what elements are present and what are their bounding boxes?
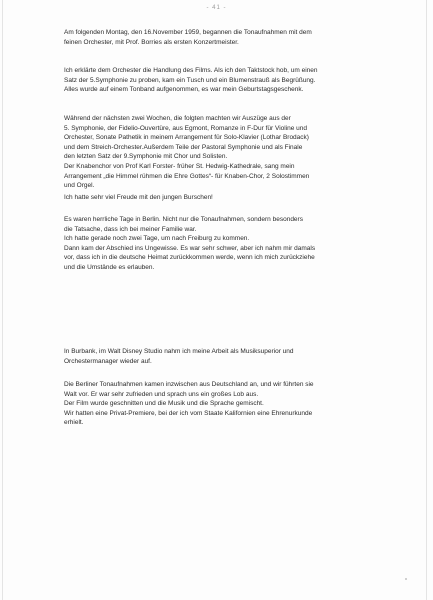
page-number: - 41 - <box>206 5 227 11</box>
paragraph-premiere: Die Berliner Tonaufnahmen kamen inzwischen aus Deutschland an, und wir führten sie Walt vor. Er war sehr zufrieden und sprach uns ein großes Lob aus. Der Film wurde geschnitten und die Musik und die Sprache gemischt. Wir hatten eine Privat-Premiere, bei der ich vom Staate Kalifornien eine Ehrenurkunde erhielt. <box>64 381 314 427</box>
paragraph-repertoire: Während der nächsten zwei Wochen, die folgten machten wir Auszüge aus der 5. Symphonie, der Fidelio-Ouvertüre, aus Egmont, Romanze in F-Dur für Violine und Orchester, Sonate Pathetik in meinem Arrangement für Solo-Klavier (Lothar Brodack) und dem Streich-Orchester.Außerdem Teile der Pastoral Symphonie und als Finale den letzten Satz der 9.Symphonie mit Chor und Solisten. Der Knabenchor von Prof Karl Forster- früher St. Hedwig-Kathedrale, sang mein Arrangement „die Himmel rühmen die Ehre Gottes“- für Knaben-Chor, 2 Solostimmen und Orgel. <box>64 115 310 190</box>
scan-edge-right <box>426 0 427 600</box>
paragraph-berlin-farewell: Es waren herrliche Tage in Berlin. Nicht nur die Tonaufnahmen, sondern besonders die Tatsache, dass ich bei meiner Familie war. Ich hatte gerade noch zwei Tage, um nach Freiburg zu kommen. Dann kam der Abschied ins Ungewisse. Es war sehr schwer, aber ich nahm mir damals vor, dass ich in die deutsche Heimat zurückkommen werde, wenn ich mich zurückziehe und die Umstände es erlauben. <box>64 216 316 271</box>
scan-speck <box>405 578 407 580</box>
paragraph-recording-start: Am folgenden Montag, den 16.November 1959, begannen die Tonaufnahmen mit dem feinen Orchester, mit Prof. Borries als ersten Konzertmeister. <box>64 29 312 46</box>
paragraph-orchestra-welcome: Ich erklärte dem Orchester die Handlung des Films. Als ich den Taktstock hob, um einen Satz der 5.Symphonie zu proben, kam ein Tusch und ein Blumenstrauß als Begrüßung. Alles wurde auf einem Tonband aufgenommen, es war mein Geburtstagsgeschenk. <box>64 67 318 94</box>
scan-edge-left <box>2 0 3 600</box>
paragraph-burbank: In Burbank, im Walt Disney Studio nahm ich meine Arbeit als Musiksuperior und Orchestermanager wieder auf. <box>64 348 294 365</box>
paragraph-boys-choir: Ich hatte sehr viel Freude mit den jungen Burschen! <box>64 194 213 201</box>
